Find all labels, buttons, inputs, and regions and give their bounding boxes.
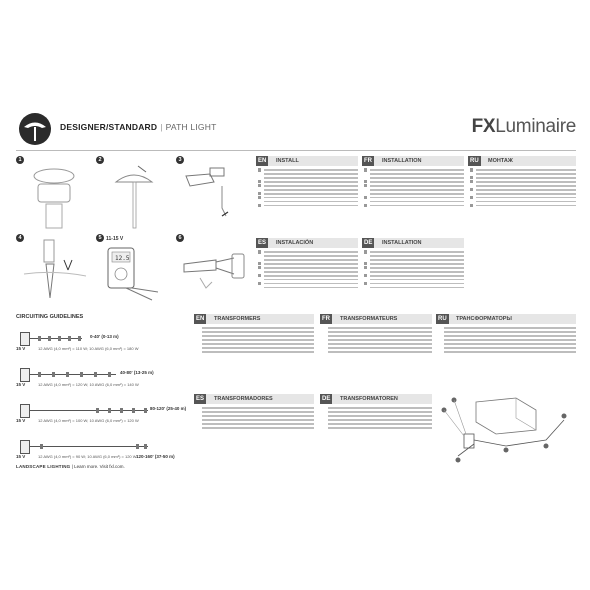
transformer-icon	[20, 368, 30, 382]
step-6-number: 6	[176, 234, 184, 242]
step-2-icon	[96, 156, 174, 234]
step-3-icon	[176, 156, 254, 234]
step-2-number: 2	[96, 156, 104, 164]
header-divider	[16, 150, 576, 151]
circuit-row-3: 15 V 80-120' (25-40 m) 12 AWG (4,0 mm²) = 100 W; 10 AWG (6,0 mm²) = 120 W	[16, 406, 187, 423]
transformers-panel-en: EN TRANSFORMERS	[194, 314, 314, 390]
step-5-multimeter-icon	[96, 234, 174, 312]
circuit-row-1: 15 V 0-40' (0-13 m) 12 AWG (4,0 mm²) = 110 W; 10 AWG (6,0 mm²) = 180 W	[16, 334, 139, 351]
install-panel-de: DE INSTALLATION	[362, 238, 464, 314]
transformers-panel-de: DE TRANSFORMATOREN	[320, 394, 432, 458]
step-3-illustration	[176, 156, 254, 234]
step-5-voltage-label: 11-15 V	[106, 236, 124, 242]
step-1-illustration	[16, 156, 94, 234]
transformers-panel-es: ES TRANSFORMADORES	[194, 394, 314, 458]
product-title: DESIGNER/STANDARD | PATH LIGHT	[60, 122, 217, 132]
transformers-panel-ru: RU ТРАНСФОРМАТОРЫ	[436, 314, 576, 390]
circuit-row-2: 15 V 40-80' (13-25 m) 12 AWG (4,0 mm²) = 120 W; 10 AWG (6,0 mm²) = 140 W	[16, 370, 154, 387]
step-5-illustration	[96, 234, 174, 312]
transformers-panel-fr: FR TRANSFORMATEURS	[320, 314, 432, 390]
step-6-illustration	[176, 234, 254, 312]
fx-luminaire-logo: FXLuminaire	[471, 116, 576, 137]
transformer-icon	[20, 440, 30, 454]
circuiting-guidelines	[16, 314, 188, 478]
svg-text:12.5: 12.5	[115, 255, 130, 262]
circuiting-title: CIRCUITING GUIDELINES	[16, 314, 84, 320]
instruction-sheet	[16, 106, 576, 490]
transformer-icon	[20, 332, 30, 346]
step-3-number: 3	[176, 156, 184, 164]
step-4-number: 4	[16, 234, 24, 242]
transformer-icon	[20, 404, 30, 418]
step-1-icon	[16, 156, 94, 234]
path-light-logo-icon	[18, 112, 52, 146]
step-1-number: 1	[16, 156, 24, 164]
circuit-row-4: 15 V 12 AWG (4,0 mm²) = 90 W; 10 AWG (6,0 mm²) = 120 W 120-160' (37-50 m)	[16, 440, 188, 470]
footer: LANDSCAPE LIGHTING | Learn more. Visit fxl.com.	[16, 464, 125, 469]
step-6-icon	[176, 234, 254, 312]
step-5-number: 5	[96, 234, 104, 242]
install-panel-fr: FR INSTALLATION	[362, 156, 464, 232]
step-4-illustration	[16, 234, 94, 312]
step-2-illustration	[96, 156, 174, 234]
install-panel-ru: RU МОНТАЖ	[468, 156, 576, 232]
step-4-icon	[16, 234, 94, 312]
install-panel-en: EN INSTALL	[256, 156, 358, 232]
install-panel-es: ES INSTALACIÓN	[256, 238, 358, 314]
header	[16, 106, 576, 146]
house-wiring-diagram-icon	[436, 390, 576, 470]
